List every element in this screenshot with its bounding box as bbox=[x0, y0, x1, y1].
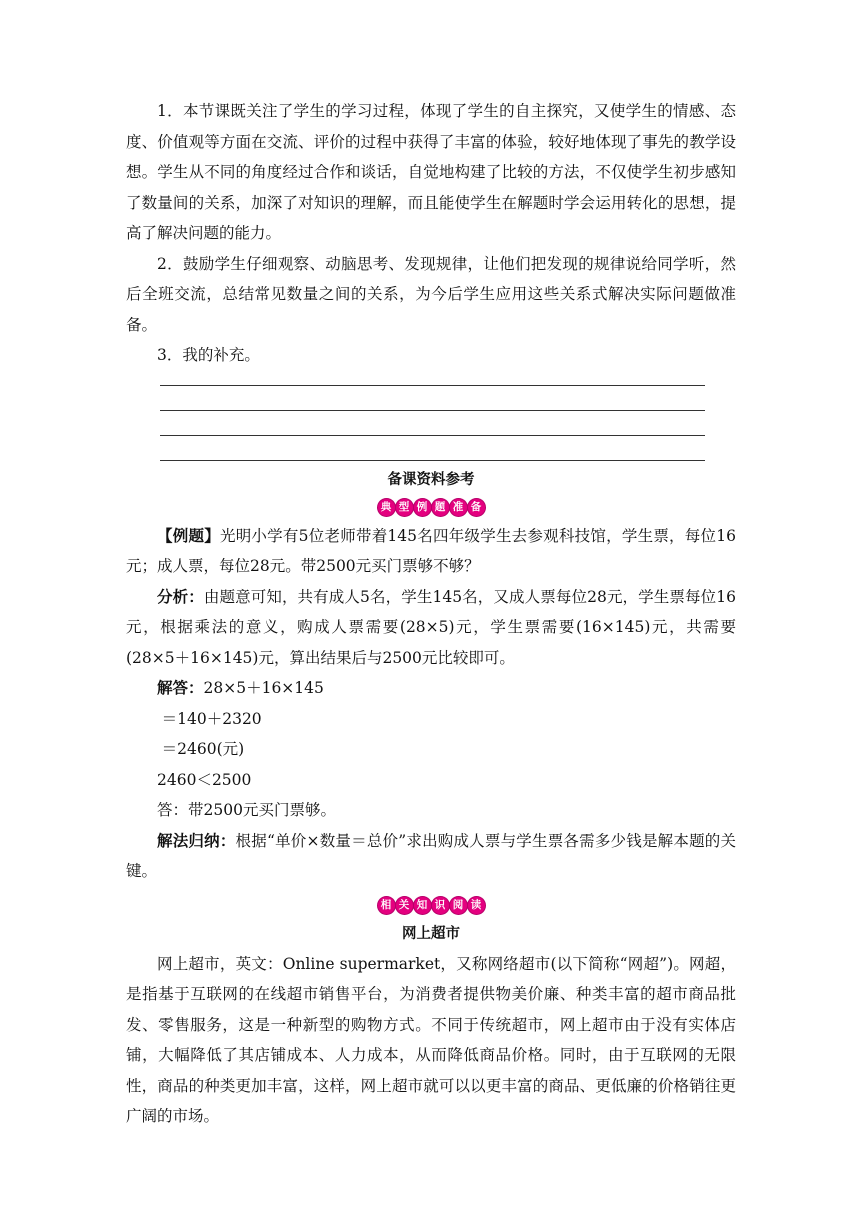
analysis-text: 由题意可知，共有成人5名，学生145名，又成人票每位28元，学生票每位16元，根据乘法的意义，购成人票需要(28×5)元，学生票需要(16×145)元，共需要(28×5＋16×145)元，算出结果后与2500元比较即可。 bbox=[126, 587, 736, 667]
blank-line-1[interactable] bbox=[160, 385, 705, 386]
badge-char: 例 bbox=[414, 499, 431, 516]
reading-badge bbox=[378, 897, 485, 914]
badge-char: 准 bbox=[450, 499, 467, 516]
answer-line-4: 2460＜2500 bbox=[157, 770, 252, 789]
badge-char: 关 bbox=[396, 897, 413, 914]
blank-line-2[interactable] bbox=[160, 410, 705, 411]
badge-char: 型 bbox=[396, 499, 413, 516]
badge-char: 知 bbox=[414, 897, 431, 914]
example-paragraph bbox=[126, 521, 736, 582]
reference-title: 备课资料参考 bbox=[387, 471, 475, 488]
reading-title: 网上超市 bbox=[402, 925, 460, 942]
reading-text: 网上超市，英文：Online supermarket，又称网络超市(以下简称“网超”)。网超，是指基于互联网的在线超市销售平台，为消费者提供物美价廉、种类丰富的超市商品批发、零售服务，这是一种新型的购物方式。不同于传统超市，网上超市由于没有实体店铺，大幅降低了其店铺成本、人力成本，从而降低商品价格。同时，由于互联网的无限性，商品的种类更加丰富，这样，网上超市就可以以更丰富的商品、更低廉的价格销往更广阔的市场。 bbox=[126, 954, 736, 1125]
summary-item-3: 3．我的补充。 bbox=[157, 346, 260, 364]
example-text: 光明小学有5位老师带着145名四年级学生去参观科技馆，学生票，每位16元；成人票，每位28元。带2500元买门票够不够？ bbox=[126, 526, 736, 575]
answer-line-2: ＝140＋2320 bbox=[161, 709, 262, 728]
analysis-label: 分析： bbox=[157, 587, 204, 606]
example-badge bbox=[378, 499, 485, 516]
answer-line-1 bbox=[126, 673, 736, 704]
blank-line-3[interactable] bbox=[160, 435, 705, 436]
badge-char: 相 bbox=[378, 897, 395, 914]
analysis-paragraph bbox=[126, 582, 736, 674]
badge-char: 题 bbox=[432, 499, 449, 516]
badge-char: 典 bbox=[378, 499, 395, 516]
blank-line-4[interactable] bbox=[160, 460, 705, 461]
answer-line-3: ＝2460(元) bbox=[161, 740, 245, 758]
badge-char: 阅 bbox=[450, 897, 467, 914]
answer-final: 答：带2500元买门票够。 bbox=[157, 801, 336, 819]
answer-expression: 28×5＋16×145 bbox=[203, 679, 324, 697]
method-label: 解法归纳： bbox=[157, 831, 236, 850]
supplement-blank-lines bbox=[126, 371, 736, 461]
badge-char: 备 bbox=[468, 499, 485, 516]
reading-badge-row bbox=[126, 893, 736, 917]
document-page bbox=[126, 96, 736, 1132]
answer-label: 解答： bbox=[157, 679, 204, 697]
example-label: 【例题】 bbox=[157, 525, 220, 545]
summary-item-1: 1．本节课既关注了学生的学习过程，体现了学生的自主探究，又使学生的情感、态度、价值观等方面在交流、评价的过程中获得了丰富的体验，较好地体现了事先的教学设想。学生从不同的角度经过合作和谈话，自觉地构建了比较的方法，不仅使学生初步感知了数量间的关系，加深了对知识的理解，而且能使学生在解题时学会运用转化的思想，提高了解决问题的能力。 bbox=[126, 102, 736, 242]
method-text: 根据“单价×数量＝总价”求出购成人票与学生票各需多少钱是解本题的关键。 bbox=[126, 831, 736, 880]
badge-char: 识 bbox=[432, 897, 449, 914]
method-paragraph bbox=[126, 826, 736, 887]
summary-item-2: 2．鼓励学生仔细观察、动脑思考、发现规律，让他们把发现的规律说给同学听，然后全班交流，总结常见数量之间的关系，为今后学生应用这些关系式解决实际问题做准备。 bbox=[126, 254, 736, 334]
example-badge-row bbox=[126, 495, 736, 519]
badge-char: 读 bbox=[468, 897, 485, 914]
